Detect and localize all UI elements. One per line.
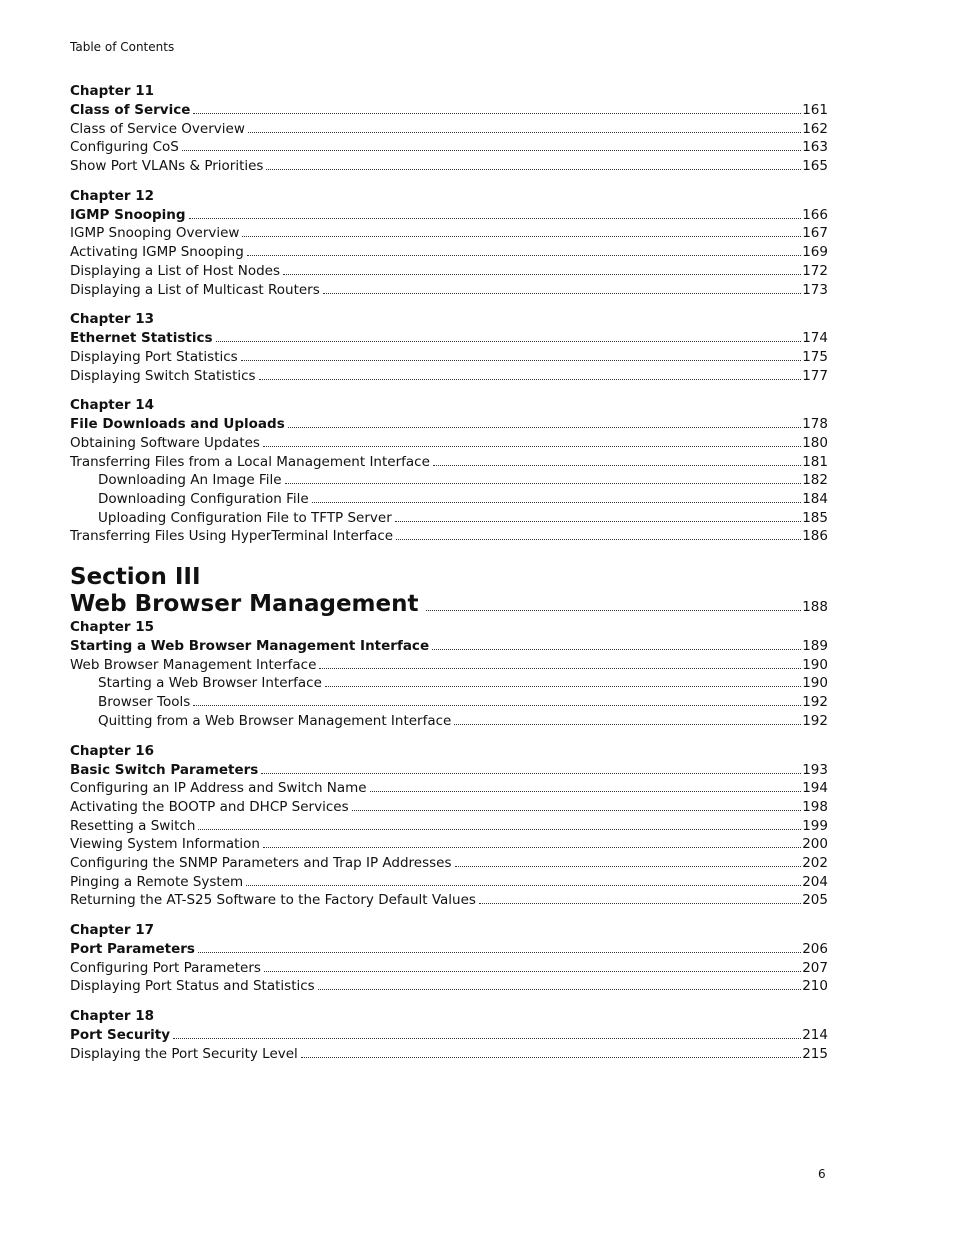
entry-title: Configuring an IP Address and Switch Name xyxy=(70,780,367,797)
dot-leader xyxy=(259,379,802,380)
entry-page-number: 192 xyxy=(802,712,828,729)
chapter-title-row[interactable] xyxy=(70,329,828,348)
toc-subentry[interactable] xyxy=(70,490,828,509)
toc-chapters-before xyxy=(70,82,828,546)
toc-entry[interactable] xyxy=(70,817,828,836)
entry-page-number: 186 xyxy=(802,528,828,545)
entry-page-number: 178 xyxy=(802,416,828,433)
dot-leader xyxy=(433,465,801,466)
toc-entry[interactable] xyxy=(70,873,828,892)
toc-entry[interactable] xyxy=(70,977,828,996)
entry-title: IGMP Snooping xyxy=(70,206,186,223)
toc-entry[interactable] xyxy=(70,281,828,300)
dot-leader xyxy=(248,132,801,133)
dot-leader xyxy=(189,218,802,219)
dot-leader xyxy=(426,610,801,611)
entry-page-number: 194 xyxy=(802,780,828,797)
dot-leader xyxy=(193,113,801,114)
entry-page-number: 180 xyxy=(802,434,828,451)
dot-leader xyxy=(312,502,802,503)
chapter-block xyxy=(70,187,828,299)
entry-title: Port Security xyxy=(70,1027,171,1044)
dot-leader xyxy=(193,705,801,706)
entry-title: Displaying Switch Statistics xyxy=(70,367,256,384)
entry-page-number: 175 xyxy=(802,348,828,365)
entry-page-number: 192 xyxy=(802,694,828,711)
section-title: Web Browser Management xyxy=(70,591,419,618)
chapter-title-row[interactable] xyxy=(70,415,828,434)
toc-entry[interactable] xyxy=(70,959,828,978)
entry-page-number: 173 xyxy=(802,281,828,298)
entry-page-number: 181 xyxy=(802,453,828,470)
chapter-title-row[interactable] xyxy=(70,940,828,959)
dot-leader xyxy=(264,971,801,972)
entry-title: IGMP Snooping Overview xyxy=(70,225,240,242)
chapter-block xyxy=(70,396,828,546)
dot-leader xyxy=(432,649,801,650)
entry-page-number: 165 xyxy=(802,158,828,175)
dot-leader xyxy=(319,668,801,669)
page-number: 6 xyxy=(818,1167,826,1181)
running-header: Table of Contents xyxy=(70,40,175,54)
entry-page-number: 166 xyxy=(802,206,828,223)
toc-entry[interactable] xyxy=(70,854,828,873)
dot-leader xyxy=(455,866,802,867)
dot-leader xyxy=(323,293,801,294)
toc-entry[interactable] xyxy=(70,157,828,176)
chapter-label: Chapter 18 xyxy=(70,1008,155,1025)
entry-page-number: 189 xyxy=(802,638,828,655)
entry-title: Downloading Configuration File xyxy=(98,491,309,507)
dot-leader xyxy=(370,791,802,792)
entry-page-number: 215 xyxy=(802,1045,828,1062)
entry-page-number: 198 xyxy=(802,798,828,815)
dot-leader xyxy=(454,724,801,725)
entry-page-number: 169 xyxy=(802,244,828,261)
chapter-title-row[interactable] xyxy=(70,101,828,120)
chapter-title-row[interactable] xyxy=(70,1026,828,1045)
dot-leader xyxy=(352,810,802,811)
entry-page-number: 193 xyxy=(802,761,828,778)
entry-page-number: 167 xyxy=(802,225,828,242)
entry-title: Configuring CoS xyxy=(70,139,179,156)
entry-title: Class of Service Overview xyxy=(70,120,245,137)
dot-leader xyxy=(261,773,801,774)
toc-subentry[interactable] xyxy=(70,712,828,731)
chapter-title-row[interactable] xyxy=(70,206,828,225)
entry-title: Transferring Files from a Local Management Interface xyxy=(70,453,430,470)
dot-leader xyxy=(288,427,801,428)
toc-entry[interactable] xyxy=(70,798,828,817)
dot-leader xyxy=(216,341,802,342)
entry-page-number: 200 xyxy=(802,836,828,853)
dot-leader xyxy=(301,1057,801,1058)
dot-leader xyxy=(395,521,801,522)
entry-title: Configuring the SNMP Parameters and Trap IP Addresses xyxy=(70,854,452,871)
chapter-label: Chapter 11 xyxy=(70,83,155,99)
toc-entry[interactable] xyxy=(70,138,828,157)
entry-page-number: 207 xyxy=(802,959,828,976)
dot-leader xyxy=(283,274,801,275)
entry-page-number: 204 xyxy=(802,873,828,890)
toc-subentry[interactable] xyxy=(70,471,828,490)
entry-page-number: 199 xyxy=(802,817,828,834)
entry-page-number: 174 xyxy=(802,330,828,347)
dot-leader xyxy=(266,169,801,170)
entry-page-number: 205 xyxy=(802,892,828,909)
entry-title: Pinging a Remote System xyxy=(70,873,244,890)
toc-chapters-after xyxy=(70,618,828,1063)
entry-title: Uploading Configuration File to TFTP Server xyxy=(98,509,392,526)
chapter-block xyxy=(70,742,828,911)
section-heading xyxy=(70,564,828,618)
entry-title: Show Port VLANs & Priorities xyxy=(70,158,264,175)
toc-subentry[interactable] xyxy=(70,674,828,693)
toc-entry[interactable] xyxy=(70,1045,828,1064)
entry-title: Activating IGMP Snooping xyxy=(70,244,244,261)
chapter-title-row[interactable] xyxy=(70,637,828,656)
entry-page-number: 185 xyxy=(802,509,828,526)
dot-leader xyxy=(247,255,801,256)
dot-leader xyxy=(318,989,802,990)
toc-entry[interactable] xyxy=(70,120,828,139)
chapter-block xyxy=(70,82,828,176)
entry-title: Quitting from a Web Browser Management Interface xyxy=(98,712,452,729)
entry-page-number: 172 xyxy=(802,262,828,279)
entry-page-number: 190 xyxy=(802,675,828,692)
chapter-block xyxy=(70,921,828,996)
entry-title: Viewing System Information xyxy=(70,836,260,853)
entry-title: Displaying a List of Multicast Routers xyxy=(70,281,320,298)
entry-title: Obtaining Software Updates xyxy=(70,434,260,451)
chapter-label: Chapter 16 xyxy=(70,742,155,759)
entry-title: Returning the AT-S25 Software to the Factory Default Values xyxy=(70,892,476,909)
entry-title: Transferring Files Using HyperTerminal Interface xyxy=(70,528,394,545)
entry-page-number: 182 xyxy=(802,472,828,489)
entry-title: Activating the BOOTP and DHCP Services xyxy=(70,798,349,815)
entry-title: Resetting a Switch xyxy=(70,817,196,834)
table-of-contents xyxy=(70,82,828,1074)
entry-page-number: 206 xyxy=(802,941,828,957)
entry-page-number: 162 xyxy=(802,120,828,137)
entry-title: File Downloads and Uploads xyxy=(70,416,285,433)
toc-entry[interactable] xyxy=(70,348,828,367)
toc-entry[interactable] xyxy=(70,367,828,386)
dot-leader xyxy=(182,150,801,151)
chapter-label: Chapter 12 xyxy=(70,187,155,204)
dot-leader xyxy=(242,236,801,237)
toc-entry[interactable] xyxy=(70,243,828,262)
dot-leader xyxy=(285,483,802,484)
chapter-label: Chapter 17 xyxy=(70,922,155,938)
entry-title: Browser Tools xyxy=(98,694,191,711)
chapter-label: Chapter 13 xyxy=(70,311,155,328)
dot-leader xyxy=(396,539,801,540)
entry-page-number: 202 xyxy=(802,854,828,871)
toc-entry[interactable] xyxy=(70,224,828,243)
entry-title: Basic Switch Parameters xyxy=(70,761,259,778)
entry-title: Class of Service xyxy=(70,102,191,118)
entry-page-number: 177 xyxy=(802,367,828,384)
entry-title: Displaying the Port Security Level xyxy=(70,1045,298,1062)
entry-page-number: 184 xyxy=(802,491,828,507)
entry-title: Port Parameters xyxy=(70,941,195,957)
chapter-label: Chapter 14 xyxy=(70,397,155,414)
entry-title: Starting a Web Browser Management Interface xyxy=(70,638,430,655)
dot-leader xyxy=(479,903,801,904)
dot-leader xyxy=(173,1038,801,1039)
section-page-number: 188 xyxy=(802,599,828,616)
toc-entry[interactable] xyxy=(70,835,828,854)
entry-title: Configuring Port Parameters xyxy=(70,959,261,976)
section-label: Section III xyxy=(70,564,201,591)
entry-page-number: 161 xyxy=(802,102,828,118)
chapter-label: Chapter 15 xyxy=(70,619,155,636)
chapter-block xyxy=(70,618,828,730)
entry-page-number: 163 xyxy=(802,139,828,156)
dot-leader xyxy=(263,847,801,848)
entry-title: Displaying a List of Host Nodes xyxy=(70,262,280,279)
toc-entry[interactable] xyxy=(70,656,828,675)
toc-entry[interactable] xyxy=(70,779,828,798)
toc-entry[interactable] xyxy=(70,527,828,546)
toc-entry[interactable] xyxy=(70,262,828,281)
entry-title: Ethernet Statistics xyxy=(70,330,213,347)
dot-leader xyxy=(198,829,801,830)
toc-entry[interactable] xyxy=(70,891,828,910)
entry-page-number: 210 xyxy=(802,978,828,995)
entry-page-number: 190 xyxy=(802,656,828,673)
entry-title: Displaying Port Status and Statistics xyxy=(70,978,315,995)
entry-title: Displaying Port Statistics xyxy=(70,348,238,365)
entry-page-number: 214 xyxy=(802,1027,828,1044)
toc-subentry[interactable] xyxy=(70,693,828,712)
chapter-block xyxy=(70,310,828,385)
dot-leader xyxy=(241,360,802,361)
dot-leader xyxy=(325,686,801,687)
section-title-row[interactable] xyxy=(70,590,828,618)
chapter-block xyxy=(70,1007,828,1063)
chapter-title-row[interactable] xyxy=(70,761,828,780)
toc-entry[interactable] xyxy=(70,434,828,453)
dot-leader xyxy=(198,952,801,953)
toc-entry[interactable] xyxy=(70,453,828,472)
entry-title: Downloading An Image File xyxy=(98,472,282,489)
dot-leader xyxy=(246,885,801,886)
entry-title: Starting a Web Browser Interface xyxy=(98,675,322,692)
toc-subentry[interactable] xyxy=(70,509,828,528)
entry-title: Web Browser Management Interface xyxy=(70,656,317,673)
dot-leader xyxy=(263,446,801,447)
